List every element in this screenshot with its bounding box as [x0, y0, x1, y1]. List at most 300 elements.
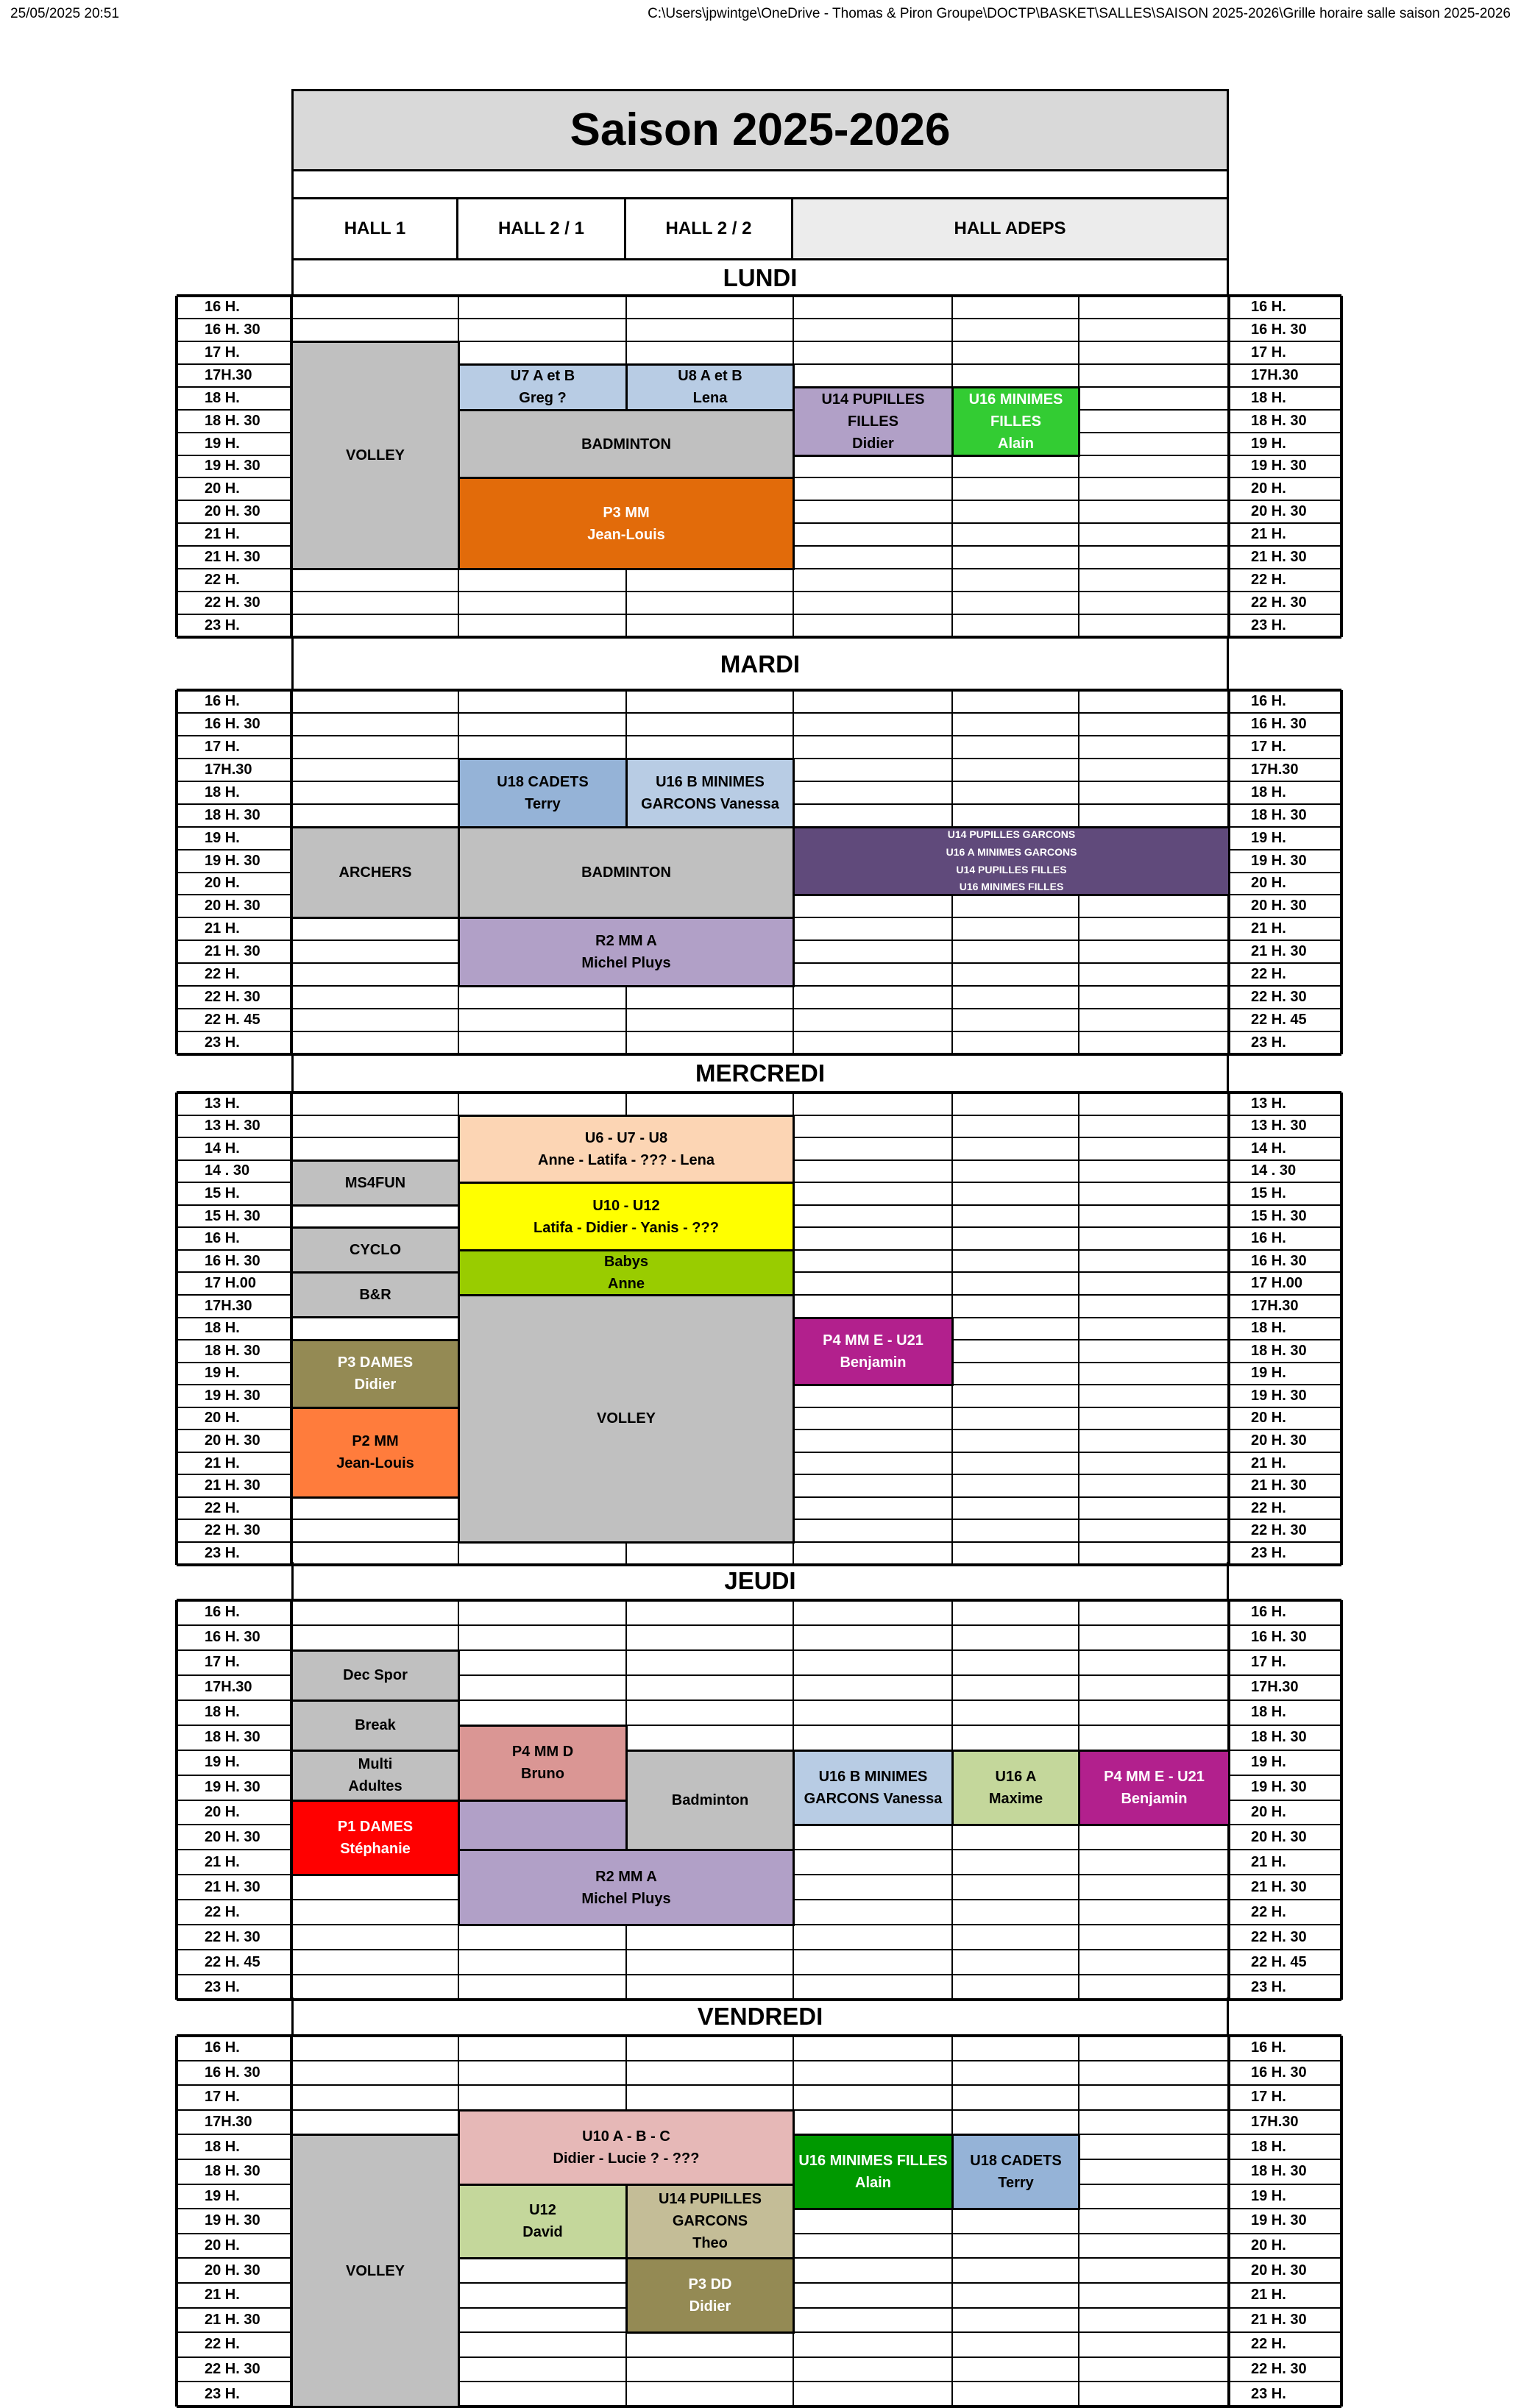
- time-label-right: 18 H.: [1251, 1320, 1286, 1337]
- time-label-right: 18 H. 30: [1251, 412, 1307, 429]
- time-label-left: 22 H. 30: [205, 1928, 260, 1945]
- activity-block-u14-pupilles-garcons[interactable]: [793, 826, 1230, 897]
- time-label-left: 19 H.: [205, 1754, 240, 1771]
- grid-col-line: [1078, 1093, 1079, 1565]
- time-label-left: 19 H.: [205, 1365, 240, 1382]
- activity-block-badminton[interactable]: [625, 1750, 795, 1852]
- activity-block-p4-mm-e-u21[interactable]: [793, 1317, 954, 1387]
- time-label-left: 14 H.: [205, 1140, 240, 1157]
- time-label-left: 17H.30: [205, 1297, 252, 1314]
- activity-text-line: Jean-Louis: [336, 1455, 414, 1472]
- time-label-left: 22 H.: [205, 2336, 240, 2353]
- time-label-right: 22 H. 45: [1251, 1953, 1307, 1970]
- time-label-right: 22 H.: [1251, 1499, 1286, 1516]
- activity-block-p4-mm-e-u21[interactable]: [1078, 1750, 1230, 1827]
- activity-block-u16-minimes[interactable]: [951, 386, 1080, 457]
- time-label-right: 21 H.: [1251, 2287, 1286, 2304]
- time-label-left: 17H.30: [205, 366, 252, 383]
- time-label-left: 18 H.: [205, 1704, 240, 1721]
- time-label-right: 20 H. 30: [1251, 1828, 1307, 1845]
- time-label-left: 14 . 30: [205, 1162, 250, 1179]
- activity-text-line: U6 - U7 - U8: [584, 1129, 668, 1146]
- activity-text-line: U16 MINIMES FILLES: [959, 881, 1064, 893]
- time-label-right: 18 H. 30: [1251, 2163, 1307, 2180]
- time-label-right: 19 H. 30: [1251, 1779, 1307, 1796]
- time-label-right: 22 H. 30: [1251, 2361, 1307, 2378]
- grid-col-line: [175, 1600, 178, 2000]
- time-label-left: 16 H. 30: [205, 321, 260, 338]
- time-label-left: 15 H.: [205, 1185, 240, 1201]
- time-label-left: 18 H.: [205, 2138, 240, 2155]
- time-label-right: 16 H.: [1251, 692, 1286, 709]
- activity-block-babys[interactable]: [458, 1249, 795, 1296]
- grid-col-line: [951, 2036, 953, 2407]
- time-label-right: 17 H.: [1251, 738, 1286, 755]
- time-label-left: 20 H.: [205, 2237, 240, 2254]
- time-label-left: 21 H.: [205, 1455, 240, 1471]
- time-label-left: 23 H.: [205, 617, 240, 633]
- activity-text-line: Jean-Louis: [587, 526, 665, 543]
- activity-block-volley[interactable]: [458, 1294, 795, 1544]
- time-label-right: 18 H.: [1251, 1704, 1286, 1721]
- activity-text-line: David: [522, 2224, 563, 2241]
- time-label-left: 16 H. 30: [205, 715, 260, 732]
- activity-block-filler[interactable]: [458, 1800, 628, 1852]
- time-label-right: 23 H.: [1251, 617, 1286, 633]
- activity-block-u6-u7-u8[interactable]: [458, 1115, 795, 1185]
- time-label-right: 23 H.: [1251, 1978, 1286, 1995]
- time-label-right: 13 H.: [1251, 1095, 1286, 1112]
- time-label-left: 18 H. 30: [205, 1342, 260, 1359]
- activity-text-line: U16 MINIMES FILLES: [798, 2153, 948, 2170]
- time-label-left: 17 H.00: [205, 1275, 257, 1292]
- time-label-right: 17 H.: [1251, 1654, 1286, 1671]
- time-label-left: 21 H.: [205, 1853, 240, 1870]
- activity-text-line: Michel Pluys: [581, 955, 671, 972]
- season-title: Saison 2025-2026: [291, 89, 1229, 171]
- grid-row-line: [177, 1974, 1341, 1975]
- time-label-left: 19 H. 30: [205, 2212, 260, 2229]
- activity-block-u10-u12[interactable]: [458, 1182, 795, 1251]
- activity-text-line: VOLLEY: [345, 447, 405, 464]
- time-label-right: 20 H. 30: [1251, 1432, 1307, 1449]
- time-label-left: 20 H.: [205, 875, 240, 892]
- activity-text-line: Break: [355, 1717, 396, 1734]
- time-label-left: 23 H.: [205, 1034, 240, 1051]
- activity-text-line: Anne: [608, 1275, 645, 1292]
- grid-col-line: [1078, 296, 1079, 637]
- time-label-right: 22 H. 45: [1251, 1012, 1307, 1029]
- time-label-right: 23 H.: [1251, 2385, 1286, 2402]
- activity-block-volley[interactable]: [291, 341, 460, 570]
- time-label-left: 18 H.: [205, 389, 240, 406]
- day-banner-vendredi: VENDREDI: [291, 1997, 1229, 2036]
- time-label-right: 17 H.00: [1251, 1275, 1303, 1292]
- time-label-left: 22 H.: [205, 572, 240, 589]
- hall-header-4: HALL ADEPS: [793, 197, 1229, 260]
- activity-block-badminton[interactable]: [458, 826, 795, 920]
- activity-text-line: Latifa - Didier - Yanis - ???: [533, 1219, 719, 1236]
- activity-text-line: Babys: [603, 1253, 649, 1270]
- time-label-right: 14 . 30: [1251, 1162, 1297, 1179]
- activity-block-archers[interactable]: [291, 826, 460, 920]
- time-label-right: 22 H. 30: [1251, 989, 1307, 1006]
- activity-text-line: P4 MM E - U21: [823, 1332, 923, 1349]
- time-label-left: 15 H. 30: [205, 1207, 260, 1224]
- grid-row-line: [177, 689, 1341, 692]
- activity-text-line: BADMINTON: [581, 436, 671, 452]
- activity-text-line: Benjamin: [1121, 1791, 1188, 1808]
- time-label-right: 22 H. 30: [1251, 1928, 1307, 1945]
- time-label-left: 21 H. 30: [205, 943, 260, 960]
- activity-block-volley[interactable]: [291, 2134, 460, 2408]
- time-label-left: 21 H. 30: [205, 1477, 260, 1494]
- grid-col-line: [1340, 2036, 1343, 2407]
- activity-block-break[interactable]: [291, 1700, 460, 1752]
- activity-text-line: MS4FUN: [344, 1174, 406, 1191]
- time-label-right: 21 H.: [1251, 920, 1286, 937]
- activity-text-line: P3 DD: [688, 2276, 732, 2293]
- time-label-right: 16 H. 30: [1251, 321, 1307, 338]
- time-label-right: 21 H. 30: [1251, 549, 1307, 566]
- activity-text-line: Multi: [358, 1756, 393, 1773]
- grid-row-line: [177, 1031, 1341, 1032]
- time-label-right: 22 H.: [1251, 1903, 1286, 1920]
- time-label-right: 22 H.: [1251, 2336, 1286, 2353]
- time-label-right: 15 H. 30: [1251, 1207, 1307, 1224]
- time-label-left: 17H.30: [205, 761, 252, 778]
- grid-col-line: [1078, 2036, 1079, 2407]
- time-label-left: 17 H.: [205, 1654, 240, 1671]
- time-label-left: 22 H.: [205, 1903, 240, 1920]
- time-label-right: 14 H.: [1251, 1140, 1286, 1157]
- time-label-left: 21 H.: [205, 920, 240, 937]
- time-label-left: 22 H. 30: [205, 1522, 260, 1539]
- activity-text-line: ARCHERS: [338, 864, 412, 881]
- activity-block-u14-pupilles[interactable]: [625, 2184, 795, 2260]
- time-label-left: 21 H.: [205, 2287, 240, 2304]
- time-label-right: 16 H. 30: [1251, 1252, 1307, 1269]
- time-label-right: 17H.30: [1251, 1297, 1299, 1314]
- time-label-right: 17H.30: [1251, 2114, 1299, 2131]
- time-label-right: 18 H.: [1251, 2138, 1286, 2155]
- time-label-right: 19 H.: [1251, 1365, 1286, 1382]
- grid-col-line: [1340, 296, 1343, 637]
- time-label-right: 19 H. 30: [1251, 1387, 1307, 1404]
- day-banner-lundi: LUNDI: [291, 260, 1229, 296]
- activity-block-p3-dames[interactable]: [291, 1339, 460, 1409]
- time-label-right: 16 H. 30: [1251, 715, 1307, 732]
- grid-col-line: [175, 1093, 178, 1565]
- time-label-right: 21 H. 30: [1251, 943, 1307, 960]
- activity-block-r2-mm-a[interactable]: [458, 917, 795, 987]
- time-label-left: 17 H.: [205, 738, 240, 755]
- time-label-right: 19 H. 30: [1251, 2212, 1307, 2229]
- activity-text-line: U16 B MINIMES: [656, 773, 765, 790]
- time-label-left: 22 H. 30: [205, 989, 260, 1006]
- time-label-right: 16 H.: [1251, 298, 1286, 315]
- time-label-left: 22 H. 45: [205, 1953, 260, 1970]
- activity-text-line: Bruno: [521, 1766, 564, 1783]
- activity-text-line: GARCONS Vanessa: [804, 1791, 943, 1808]
- time-label-right: 21 H.: [1251, 1853, 1286, 1870]
- time-label-right: 19 H. 30: [1251, 458, 1307, 475]
- activity-block-u16-b-minimes[interactable]: [793, 1750, 954, 1827]
- time-label-left: 23 H.: [205, 2385, 240, 2402]
- activity-text-line: VOLLEY: [345, 2262, 405, 2279]
- activity-text-line: R2 MM A: [595, 1868, 657, 1885]
- time-label-left: 16 H.: [205, 1230, 240, 1247]
- activity-text-line: U14 PUPILLES FILLES: [821, 391, 925, 430]
- time-label-right: 20 H.: [1251, 875, 1286, 892]
- activity-block-p4-mm-d[interactable]: [458, 1725, 628, 1802]
- activity-text-line: Didier: [689, 2298, 731, 2315]
- activity-text-line: Stéphanie: [340, 1840, 411, 1857]
- time-label-right: 21 H. 30: [1251, 2311, 1307, 2328]
- activity-block-b-r[interactable]: [291, 1271, 460, 1318]
- activity-text-line: P2 MM: [352, 1433, 399, 1450]
- activity-text-line: P4 MM D: [511, 1744, 574, 1761]
- time-label-right: 21 H. 30: [1251, 1878, 1307, 1895]
- grid-row-line: [177, 1091, 1341, 1094]
- activity-text-line: Theo: [692, 2235, 728, 2252]
- time-label-left: 19 H.: [205, 2187, 240, 2204]
- title-spacer: [291, 169, 1229, 200]
- activity-text-line: U16 B MINIMES: [818, 1769, 928, 1786]
- time-label-right: 23 H.: [1251, 1034, 1286, 1051]
- activity-block-u14-pupilles-filles[interactable]: [793, 386, 954, 457]
- time-label-right: 20 H.: [1251, 1410, 1286, 1427]
- activity-text-line: U10 - U12: [592, 1197, 660, 1214]
- activity-text-line: P3 MM: [603, 504, 650, 521]
- time-label-right: 19 H.: [1251, 829, 1286, 846]
- time-label-right: 18 H.: [1251, 784, 1286, 800]
- time-label-right: 16 H. 30: [1251, 1629, 1307, 1646]
- time-label-left: 16 H. 30: [205, 2064, 260, 2081]
- hall-header-2: HALL 2 / 1: [458, 197, 626, 260]
- time-label-left: 16 H.: [205, 298, 240, 315]
- activity-text-line: Benjamin: [840, 1354, 907, 1371]
- print-file-path: C:\Users\jpwintge\OneDrive - Thomas & Piron Groupe\DOCTP\BASKET\SALLES\SAISON 2025-2026\Grille horaire salle saison 2025-2026: [648, 6, 1511, 21]
- time-label-right: 15 H.: [1251, 1185, 1286, 1201]
- activity-block-cyclo[interactable]: [291, 1226, 460, 1274]
- activity-text-line: U16 MINIMES: [968, 391, 1063, 408]
- day-banner-mercredi: MERCREDI: [291, 1054, 1229, 1093]
- activity-text-line: Dec Spor: [343, 1667, 408, 1684]
- activity-text-line: P1 DAMES: [337, 1818, 414, 1835]
- activity-text-line: U16 A: [995, 1769, 1037, 1786]
- time-label-left: 19 H. 30: [205, 1779, 260, 1796]
- activity-block-u18-cadets[interactable]: [951, 2134, 1080, 2210]
- grid-row-line: [177, 712, 1341, 714]
- time-label-left: 16 H. 30: [205, 1252, 260, 1269]
- activity-block-u16-minimes-filles[interactable]: [793, 2134, 954, 2210]
- activity-text-line: U8 A et B: [678, 368, 742, 385]
- activity-text-line: Terry: [525, 795, 561, 812]
- time-label-right: 17H.30: [1251, 761, 1299, 778]
- grid-col-line: [1227, 2036, 1230, 2407]
- grid-row-line: [177, 2084, 1341, 2086]
- time-label-left: 21 H. 30: [205, 549, 260, 566]
- activity-text-line: U14 PUPILLES GARCONS: [947, 828, 1076, 840]
- activity-text-line: Alain: [998, 435, 1034, 452]
- activity-block-u8-a-et-b[interactable]: [625, 363, 795, 411]
- time-label-right: 17H.30: [1251, 1679, 1299, 1696]
- activity-block-u18-cadets[interactable]: [458, 758, 628, 828]
- time-label-right: 22 H. 30: [1251, 594, 1307, 611]
- hall-header-1: HALL 1: [291, 197, 458, 260]
- activity-text-line: U18 CADETS: [970, 2153, 1062, 2170]
- activity-text-line: U7 A et B: [510, 368, 575, 385]
- activity-block-u12[interactable]: [458, 2184, 628, 2260]
- hall-header-row: [291, 197, 1229, 260]
- time-label-right: 21 H.: [1251, 526, 1286, 543]
- time-label-left: 19 H. 30: [205, 1387, 260, 1404]
- grid-row-line: [177, 2060, 1341, 2061]
- time-label-right: 18 H. 30: [1251, 1729, 1307, 1746]
- time-label-left: 17H.30: [205, 2114, 252, 2131]
- day-banner-jeudi: JEUDI: [291, 1562, 1229, 1600]
- time-label-right: 17 H.: [1251, 2089, 1286, 2106]
- grid-row-line: [177, 318, 1341, 319]
- activity-block-p2-mm[interactable]: [291, 1407, 460, 1499]
- time-label-right: 20 H.: [1251, 2237, 1286, 2254]
- time-label-left: 20 H.: [205, 1410, 240, 1427]
- grid-row-line: [177, 294, 1341, 297]
- activity-block-dec-spor[interactable]: [291, 1649, 460, 1702]
- grid-row-line: [177, 1008, 1341, 1009]
- time-label-left: 19 H.: [205, 435, 240, 452]
- time-label-left: 18 H.: [205, 1320, 240, 1337]
- activity-block-badminton[interactable]: [458, 409, 795, 480]
- activity-text-line: U12: [529, 2202, 556, 2219]
- grid-row-line: [177, 591, 1341, 592]
- time-label-right: 22 H.: [1251, 966, 1286, 983]
- activity-text-line: Greg ?: [519, 390, 567, 407]
- day-banner-mardi: MARDI: [291, 639, 1229, 690]
- activity-text-line: Maxime: [988, 1791, 1043, 1808]
- grid-row-line: [177, 735, 1341, 736]
- time-label-left: 20 H. 30: [205, 898, 260, 914]
- grid-row-line: [177, 614, 1341, 615]
- time-label-right: 23 H.: [1251, 1544, 1286, 1561]
- activity-text-line: B&R: [359, 1287, 391, 1304]
- activity-text-line: U14 PUPILLES: [658, 2191, 762, 2208]
- time-label-right: 22 H.: [1251, 572, 1286, 589]
- time-label-right: 20 H. 30: [1251, 503, 1307, 520]
- activity-text-line: BADMINTON: [581, 864, 671, 881]
- time-label-right: 21 H.: [1251, 1455, 1286, 1471]
- activity-block-u16-a[interactable]: [951, 1750, 1080, 1827]
- activity-text-line: U18 CADETS: [497, 773, 589, 790]
- activity-block-r2-mm-a[interactable]: [458, 1849, 795, 1926]
- time-label-right: 22 H. 30: [1251, 1522, 1307, 1539]
- grid-col-line: [175, 690, 178, 1054]
- print-timestamp: 25/05/2025 20:51: [10, 6, 119, 21]
- grid-row-line: [177, 1624, 1341, 1626]
- activity-text-line: P3 DAMES: [337, 1354, 414, 1371]
- time-label-right: 19 H.: [1251, 2187, 1286, 2204]
- activity-block-u16-b-minimes[interactable]: [625, 758, 795, 828]
- activity-block-p1-dames[interactable]: [291, 1800, 460, 1877]
- time-label-right: 16 H.: [1251, 1604, 1286, 1621]
- activity-text-line: U16 A MINIMES GARCONS: [946, 845, 1077, 858]
- time-label-right: 17H.30: [1251, 366, 1299, 383]
- activity-block-ms4fun[interactable]: [291, 1159, 460, 1207]
- time-label-right: 20 H.: [1251, 480, 1286, 497]
- activity-block-p3-mm[interactable]: [458, 477, 795, 570]
- time-label-right: 19 H. 30: [1251, 852, 1307, 869]
- activity-text-line: Michel Pluys: [581, 1890, 671, 1907]
- activity-text-line: Anne - Latifa - ??? - Lena: [538, 1151, 715, 1168]
- activity-text-line: GARCONS Vanessa: [641, 795, 779, 812]
- time-label-left: 22 H.: [205, 966, 240, 983]
- time-label-right: 18 H.: [1251, 389, 1286, 406]
- time-label-left: 16 H.: [205, 2039, 240, 2056]
- grid-col-line: [951, 296, 953, 637]
- time-label-left: 16 H. 30: [205, 1629, 260, 1646]
- time-label-left: 21 H. 30: [205, 2311, 260, 2328]
- time-label-left: 21 H.: [205, 526, 240, 543]
- time-label-right: 16 H.: [1251, 2039, 1286, 2056]
- activity-text-line: CYCLO: [350, 1242, 401, 1259]
- time-label-right: 13 H. 30: [1251, 1118, 1307, 1134]
- time-label-left: 17 H.: [205, 344, 240, 361]
- time-label-right: 21 H. 30: [1251, 1477, 1307, 1494]
- time-label-left: 21 H. 30: [205, 1878, 260, 1895]
- time-label-left: 18 H. 30: [205, 412, 260, 429]
- time-label-left: 18 H. 30: [205, 2163, 260, 2180]
- time-label-left: 23 H.: [205, 1978, 240, 1995]
- activity-text-line: VOLLEY: [596, 1410, 656, 1427]
- time-label-left: 13 H.: [205, 1095, 240, 1112]
- grid-col-line: [175, 296, 178, 637]
- activity-text-line: Didier: [354, 1377, 397, 1393]
- time-label-left: 19 H.: [205, 829, 240, 846]
- time-label-right: 19 H.: [1251, 1754, 1286, 1771]
- grid-col-line: [1227, 1093, 1230, 1565]
- time-label-right: 19 H.: [1251, 435, 1286, 452]
- time-label-left: 20 H. 30: [205, 1432, 260, 1449]
- activity-text-line: Didier: [852, 435, 894, 452]
- time-label-right: 20 H. 30: [1251, 2262, 1307, 2279]
- grid-col-line: [1340, 1093, 1343, 1565]
- activity-text-line: FILLES: [990, 413, 1041, 430]
- activity-block-u10-a-b-c[interactable]: [458, 2109, 795, 2186]
- time-label-left: 20 H.: [205, 480, 240, 497]
- time-label-left: 18 H. 30: [205, 806, 260, 823]
- activity-block-p3-dd[interactable]: [625, 2257, 795, 2334]
- grid-row-line: [177, 1949, 1341, 1950]
- time-label-left: 18 H.: [205, 784, 240, 800]
- activity-text-line: Badminton: [671, 1792, 749, 1808]
- time-label-left: 22 H. 30: [205, 594, 260, 611]
- time-label-right: 18 H. 30: [1251, 806, 1307, 823]
- activity-text-line: Adultes: [348, 1778, 403, 1795]
- grid-col-line: [1340, 690, 1343, 1054]
- time-label-left: 18 H. 30: [205, 1729, 260, 1746]
- time-label-left: 20 H. 30: [205, 1828, 260, 1845]
- grid-col-line: [1227, 296, 1230, 637]
- activity-block-u7-a-et-b[interactable]: [458, 363, 628, 411]
- time-label-right: 20 H. 30: [1251, 898, 1307, 914]
- time-label-left: 23 H.: [205, 1544, 240, 1561]
- activity-block-multi[interactable]: [291, 1750, 460, 1802]
- time-label-right: 20 H.: [1251, 1803, 1286, 1820]
- time-label-left: 22 H. 30: [205, 2361, 260, 2378]
- grid-col-line: [1340, 1600, 1343, 2000]
- grid-row-line: [177, 1599, 1341, 1602]
